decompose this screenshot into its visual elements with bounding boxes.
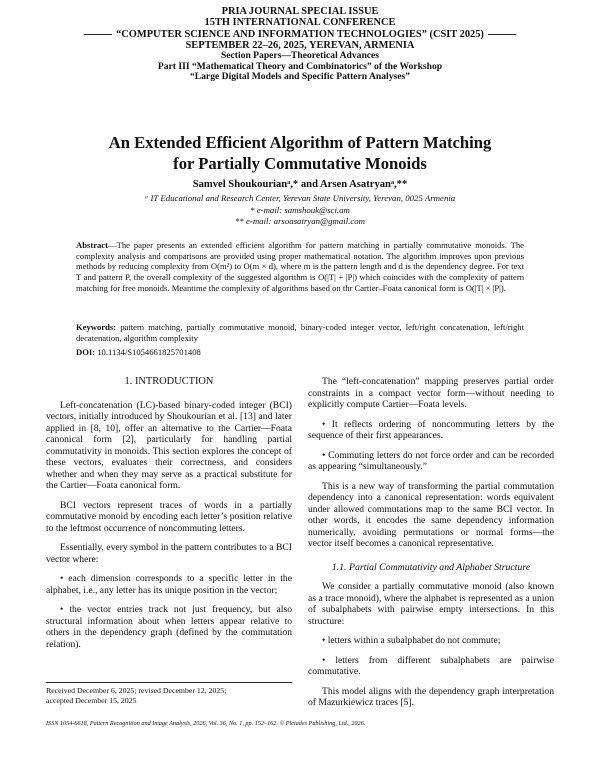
paragraph: We consider a partially commutative monoid (also known as a trace monoid), where the alphabet is represented as a union of subalphabets with pairwise empty intersections. In this structure: — [308, 581, 554, 627]
title-line-1: An Extended Efficient Algorithm of Pattern Matching — [108, 133, 492, 152]
paper-title — [60, 132, 540, 174]
bullet-item: • each dimension corresponds to a specific letter in the alphabet, i.e., any letter has its unique position in the vector; — [46, 573, 292, 596]
doi-label: DOI: — [76, 347, 96, 357]
paragraph: BCI vectors represent traces of words in a partially commutative monoid by encoding each letter’s position relative to the leftmost occurrence of noncommuting letters. — [46, 499, 292, 534]
doi-value: 10.1134/S1054661825701408 — [95, 347, 201, 357]
header-right-rule — [488, 34, 516, 35]
footnote-line-2: accepted December 15, 2025 — [46, 696, 137, 705]
header-line-3: “COMPUTER SCIENCE AND INFORMATION TECHNOLOGIES” (CSIT 2025) — [116, 28, 484, 40]
header-left-rule — [84, 34, 112, 35]
authors: Samvel Shoukourianᵃ,* and Arsen Asatryanᵃ,** — [192, 179, 408, 190]
bullet-item: • letters from different subalphabets are pairwise commutative. — [308, 654, 554, 677]
header-line-7: “Large Digital Models and Specific Pattern Analyses” — [189, 71, 411, 82]
keywords-text: pattern matching, partially commutative monoid, binary-coded integer vector, left/right concatenation, left/right decatenation, algorithm complexity — [76, 322, 524, 343]
abstract-label: Abstract — [76, 240, 108, 250]
affiliation-email-1: * e-mail: samshouk@sci.am — [250, 204, 350, 215]
header-line-2: 15TH INTERNATIONAL CONFERENCE — [204, 17, 396, 29]
affiliation-institution: ᵃ IT Educational and Research Center, Yerevan State University, Yerevan, 0025 Armenia — [144, 193, 456, 203]
paragraph: This model aligns with the dependency graph interpretation of Mazurkiewicz traces [5]. — [308, 685, 554, 708]
footnote-divider — [46, 682, 292, 683]
doi — [76, 347, 524, 358]
journal-header — [40, 6, 560, 82]
subsection-heading: 1.1. Partial Commutativity and Alphabet Structure — [331, 561, 531, 573]
affiliation-email-2: ** e-mail: arsoasatryan@gmail.com — [234, 216, 366, 227]
paragraph: The “left-concatenation” mapping preserves partial order constraints in a compact vector form—without needing to explicitly compute Cartier—Foata levels. — [308, 376, 554, 410]
header-line-4: SEPTEMBER 22–26, 2025, YEREVAN, ARMENIA — [185, 39, 415, 51]
section-heading: 1. INTRODUCTION — [124, 376, 214, 387]
title-line-2: for Partially Commutative Monoids — [173, 154, 427, 173]
header-line-6: Part III “Mathematical Theory and Combinatorics” of the Workshop — [157, 60, 443, 72]
paragraph: Essentially, every symbol in the pattern contributes to a BCI vector where: — [46, 542, 292, 565]
bullet-item: • Commuting letters do not force order and can be recorded as appearing “simultaneously.” — [308, 449, 554, 472]
paragraph: Left-concatenation (LC)-based binary-coded integer (BCI) vectors, initially introduced by Shoukourian et al. [13] and later applied in [8, 10], offer an alternative to the Cartier—Foata canonical form [2], particularly for handling partial commutativity in monoids. This section explores the concept of these vectors, evaluates their correctness, and considers whether and when they may serve as a practical substitute for the Cartier—Foata canonical form. — [46, 399, 292, 491]
header-line-3-row — [40, 29, 560, 40]
affiliation — [60, 193, 540, 228]
bullet-item: • It reflects ordering of noncommuting letters by the sequence of their first appearances. — [308, 418, 554, 441]
header-line-5: Section Papers—Theoretical Advances — [220, 50, 380, 62]
footnote — [46, 686, 292, 706]
page-footer: ISSN 1054-6618, Pattern Recognition and Image Analysis, 2026, Vol. 36, No. 1, pp. 152–162. © Pleiades Publishing, Ltd., 2026. — [46, 720, 366, 727]
keywords — [76, 322, 524, 343]
bullet-item: • the vector entries track not just frequency, but also structural information about when letters appear relative to others in the dependency graph (defined by the commutation relation). — [46, 604, 292, 650]
abstract — [76, 240, 524, 294]
right-column — [308, 376, 554, 717]
header-line-1: PRIA JOURNAL SPECIAL ISSUE — [221, 6, 379, 17]
footnote-line-1: Received December 6, 2025; revised December 12, 2025; — [46, 686, 227, 695]
abstract-text: —The paper presents an extended efficient algorithm for pattern matching in partially commutative monoids. The complexity analysis and comparisons are provided using proper mathematical notation. The algorithm improves upon previous methods by reducing complexity from O(m²) to O(m × d), where m is the pattern length and d is the dependency degree. For text T and pattern P, the overall complexity of the suggested algorithm is O(|T| + |P|) which coincides with the complexity of pattern matching for free monoids. Meantime the complexity of algorithms based on thr Cartier–Foata canonical form is O(|T| × |P|). — [76, 240, 524, 293]
paragraph: This is a new way of transforming the partial commutation dependency into a canonical representation: words equivalent under allowed commutations map to the same BCI vector. In other words, it encodes the same dependency information numerically, avoiding permutations or normal forms—the vector itself becomes a canonical representative. — [308, 480, 554, 549]
bullet-item: • letters within a subalphabet do not commute; — [322, 635, 501, 646]
left-column — [46, 376, 292, 658]
keywords-label: Keywords: — [76, 322, 117, 332]
